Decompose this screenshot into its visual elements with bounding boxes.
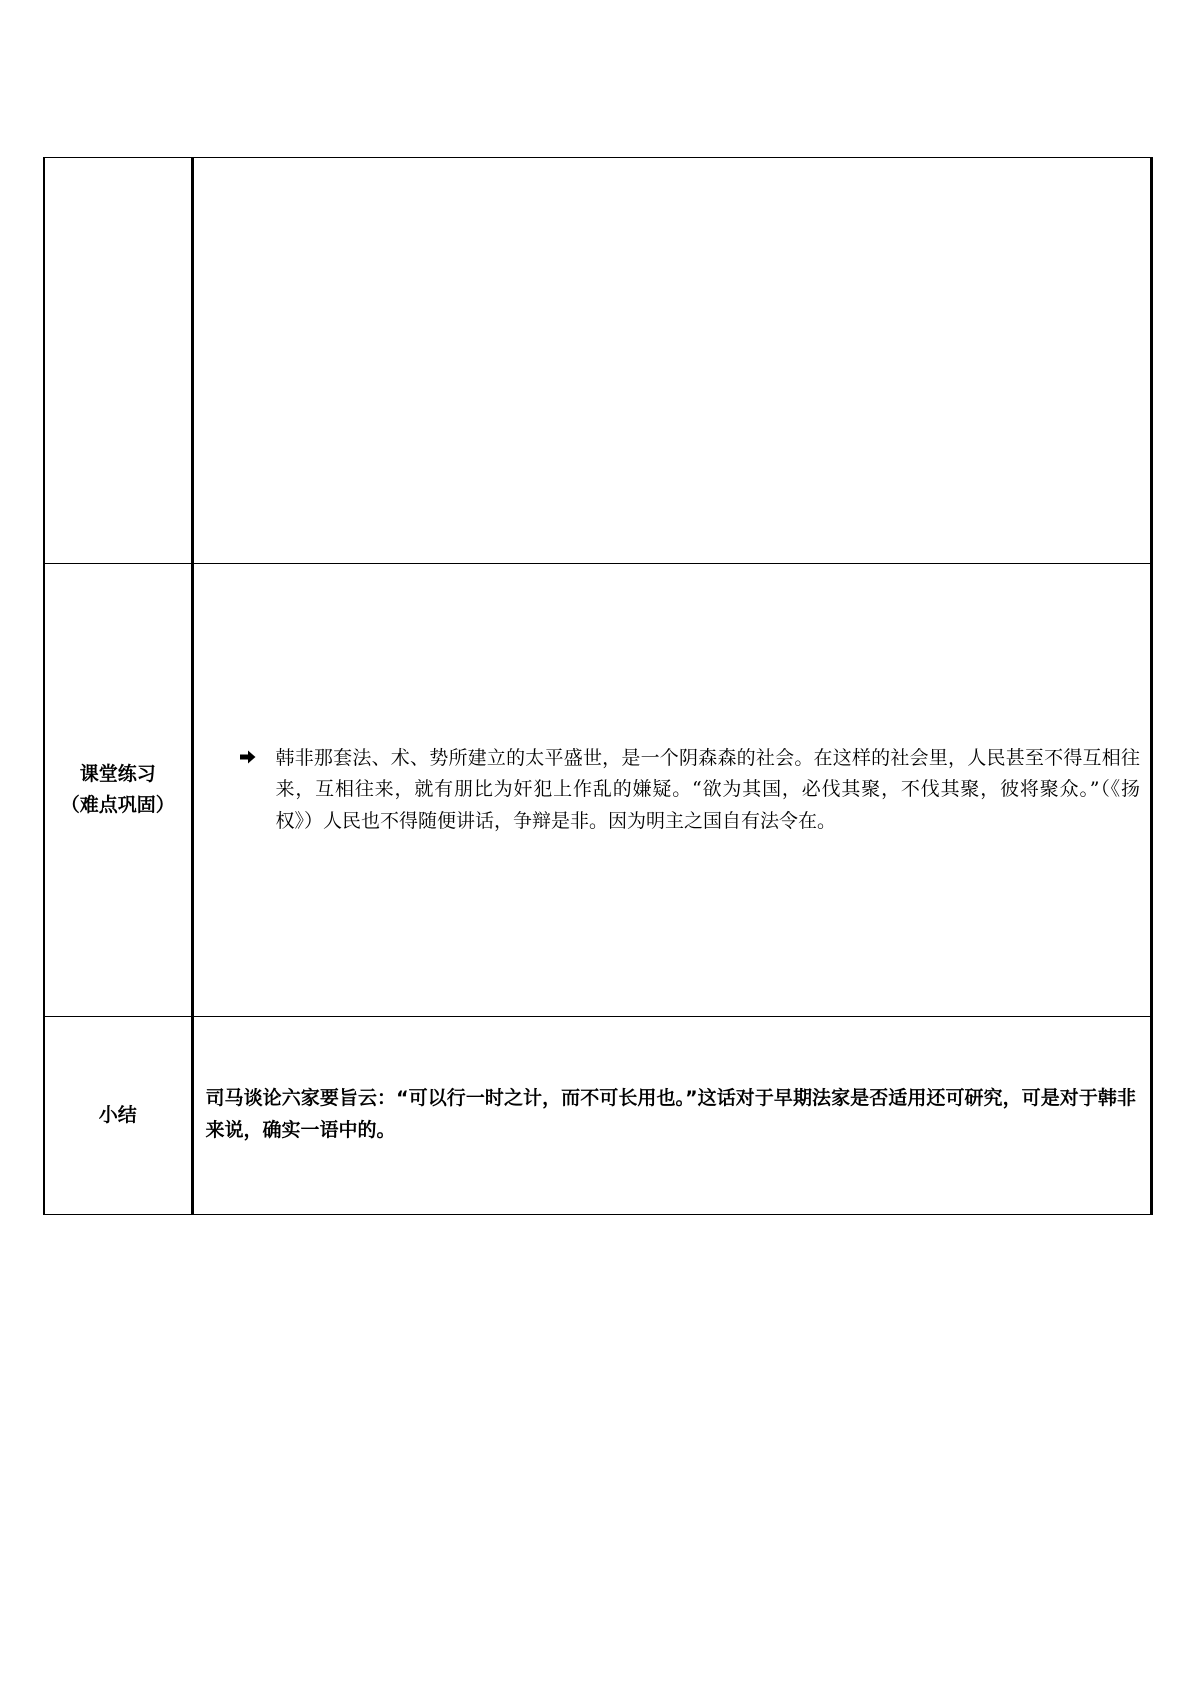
row-top-content-cell	[192, 158, 1152, 564]
table-row-top	[44, 158, 1152, 564]
summary-label: 小结	[98, 1104, 137, 1126]
summary-content-cell	[192, 1017, 1152, 1215]
lesson-table	[43, 157, 1153, 1215]
summary-label-cell	[44, 1017, 192, 1215]
summary-text: 司马谈论六家要旨云：“可以行一时之计，而不可长用也。”这话对于早期法家是否适用还可研究，可是对于韩非来说，确实一语中的。	[205, 1086, 1136, 1141]
table-row-practice	[44, 564, 1152, 1017]
practice-bullet-item	[194, 743, 1151, 838]
practice-content-cell	[192, 564, 1152, 1017]
practice-label-line1: 课堂练习	[79, 763, 156, 785]
practice-label-line2: （难点巩固）	[60, 794, 175, 816]
right-arrow-icon	[240, 750, 256, 764]
table-row-summary	[44, 1017, 1152, 1215]
row-top-label-cell	[44, 158, 192, 564]
practice-text: 韩非那套法、术、势所建立的太平盛世，是一个阴森森的社会。在这样的社会里，人民甚至不得互相往来，互相往来，就有朋比为奸犯上作乱的嫌疑。“欲为其国，必伐其聚，不伐其聚，彼将聚众。”（《扬权》）人民也不得随便讲话，争辩是非。因为明主之国自有法令在。	[275, 746, 1140, 832]
practice-label-cell	[44, 564, 192, 1017]
